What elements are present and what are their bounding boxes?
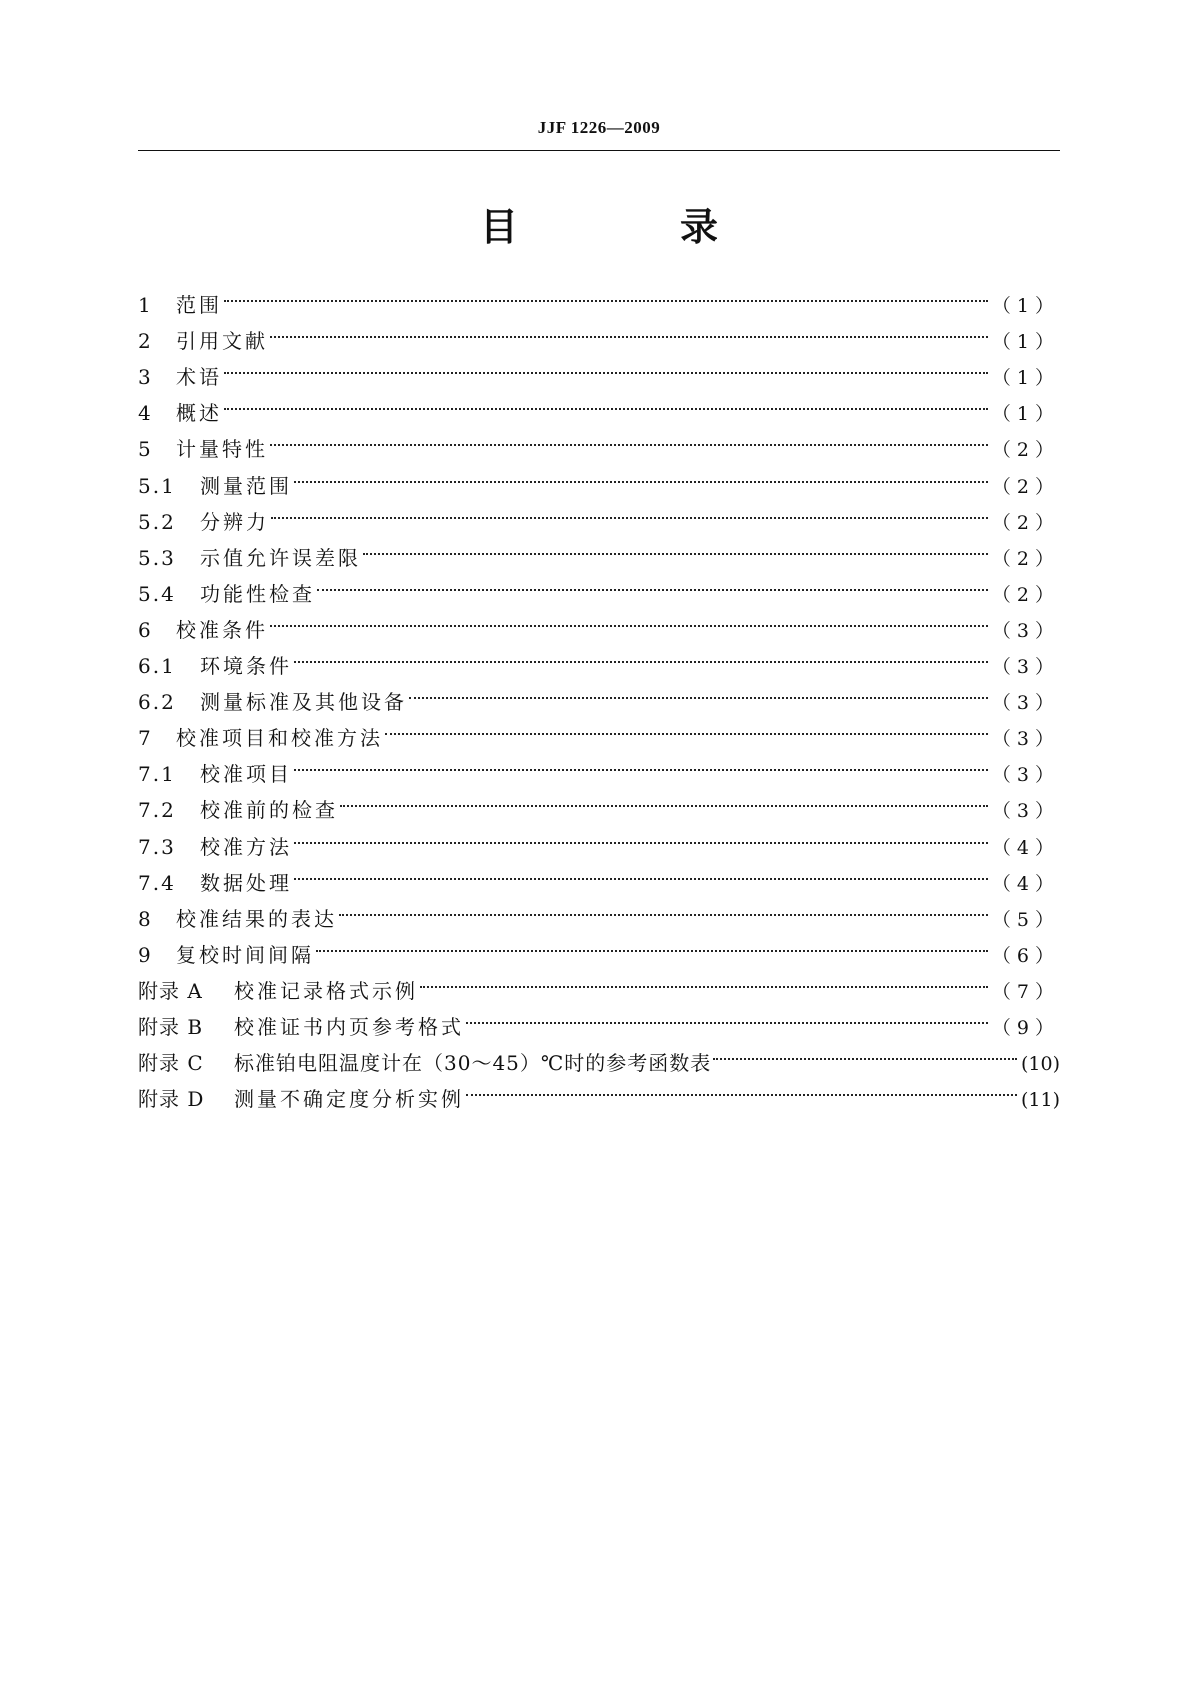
dot-leader	[294, 745, 988, 781]
toc-title: 数据处理	[200, 870, 292, 895]
toc-page-number: （2）	[991, 547, 1060, 570]
toc-entry-6[interactable]	[138, 601, 1060, 642]
toc-title: 计量特性	[176, 437, 268, 462]
dot-leader	[294, 456, 988, 492]
toc-title: 示值允许误差限	[200, 545, 361, 570]
toc-entry-5-1[interactable]	[138, 456, 1060, 498]
toc-title: 校准证书内页参考格式	[234, 1014, 464, 1039]
toc-number: 6.1	[138, 654, 176, 679]
dot-leader	[466, 1070, 1017, 1106]
toc-entry-5[interactable]	[138, 420, 1060, 462]
toc-number: 5.4	[138, 581, 176, 606]
dot-leader	[363, 529, 988, 565]
toc-title: 测量范围	[200, 473, 292, 498]
toc-entry-5-2[interactable]	[138, 493, 1060, 534]
dot-leader	[270, 601, 988, 637]
toc-number: 附录 B	[138, 1014, 204, 1039]
toc-page-number: （5）	[991, 908, 1060, 931]
toc-number: 6.2	[138, 690, 176, 715]
toc-number: 7	[138, 726, 153, 751]
toc-title: 引用文献	[176, 329, 268, 354]
toc-number: 5.3	[138, 545, 176, 570]
toc-entry-6-1[interactable]	[138, 637, 1060, 679]
toc-title: 校准项目和校准方法	[176, 726, 383, 751]
toc-entry-4[interactable]	[138, 384, 1060, 426]
toc-title: 复校时间间隔	[176, 942, 314, 967]
dot-leader	[294, 854, 988, 890]
toc-title: 校准前的检查	[200, 798, 338, 823]
dot-leader	[409, 673, 988, 709]
toc-title: 术语	[176, 365, 222, 390]
toc-page-number: （1）	[991, 367, 1060, 390]
document-code-header: JJF 1226—2009	[537, 118, 661, 137]
dot-leader	[271, 493, 988, 529]
toc-title: 校准项目	[200, 762, 292, 787]
toc-number: 5	[138, 437, 153, 462]
dot-leader	[466, 998, 988, 1034]
dot-leader	[224, 276, 988, 312]
dot-leader	[713, 1034, 1017, 1070]
toc-page-number: （3）	[991, 619, 1060, 642]
toc-page-number: （2）	[991, 439, 1060, 462]
toc-title: 标准铂电阻温度计在（30～45）℃时的参考函数表	[234, 1051, 712, 1076]
toc-title: 功能性检查	[200, 581, 315, 606]
toc-page-number: (11)	[1020, 1089, 1060, 1112]
dot-leader	[224, 384, 988, 420]
toc-page-number: （3）	[991, 692, 1060, 715]
toc-number: 附录 D	[138, 1087, 205, 1112]
toc-page-number: （3）	[991, 764, 1060, 787]
toc-entry-2[interactable]	[138, 312, 1060, 354]
toc-title: 环境条件	[200, 654, 292, 679]
toc-number: 5.2	[138, 509, 176, 534]
dot-leader	[294, 637, 988, 673]
toc-number: 9	[138, 942, 153, 967]
toc-entry-3[interactable]	[138, 348, 1060, 390]
dot-leader	[224, 348, 988, 384]
toc-page-number: （2）	[991, 475, 1060, 498]
toc-entry-1[interactable]	[138, 276, 1060, 318]
toc-number: 3	[138, 365, 153, 390]
toc-number: 5.1	[138, 473, 176, 498]
toc-page-number: （1）	[991, 331, 1060, 354]
toc-title: 概述	[176, 401, 222, 426]
page-title: 目 录	[479, 205, 780, 249]
header-rule	[138, 150, 1060, 151]
toc-title: 校准方法	[200, 834, 292, 859]
toc-page-number: （1）	[991, 403, 1060, 426]
dot-leader	[317, 565, 988, 601]
toc-title: 校准结果的表达	[176, 906, 337, 931]
toc-number: 7.2	[138, 798, 176, 823]
table-of-contents	[138, 276, 1060, 1112]
toc-number: 7.3	[138, 834, 176, 859]
toc-title: 分辨力	[200, 509, 269, 534]
toc-page-number: （3）	[991, 728, 1060, 751]
toc-number: 7.4	[138, 870, 176, 895]
dot-leader	[316, 926, 988, 962]
toc-number: 8	[138, 906, 153, 931]
toc-page-number: （3）	[991, 800, 1060, 823]
dot-leader	[270, 312, 988, 348]
dot-leader	[385, 709, 988, 745]
dot-leader	[270, 420, 988, 456]
toc-page-number: （2）	[991, 583, 1060, 606]
toc-number: 6	[138, 617, 153, 642]
toc-number: 7.1	[138, 762, 176, 787]
toc-page-number: （4）	[991, 872, 1060, 895]
toc-title: 测量不确定度分析实例	[234, 1087, 464, 1112]
toc-number: 1	[138, 293, 153, 318]
toc-number: 附录 A	[138, 978, 203, 1003]
toc-page-number: （7）	[991, 980, 1060, 1003]
toc-page-number: （2）	[991, 511, 1060, 534]
dot-leader	[420, 962, 988, 998]
toc-page-number: （3）	[991, 656, 1060, 679]
toc-page-number: (10)	[1020, 1053, 1060, 1076]
toc-title: 校准记录格式示例	[234, 978, 418, 1003]
toc-number: 附录 C	[138, 1051, 204, 1076]
toc-page-number: （6）	[991, 944, 1060, 967]
toc-number: 2	[138, 329, 153, 354]
toc-title: 测量标准及其他设备	[200, 690, 407, 715]
toc-title: 校准条件	[176, 617, 268, 642]
dot-leader	[340, 781, 988, 817]
toc-page-number: （4）	[991, 836, 1060, 859]
toc-title: 范围	[176, 293, 222, 318]
dot-leader	[339, 890, 988, 926]
toc-number: 4	[138, 401, 153, 426]
toc-page-number: （1）	[991, 295, 1060, 318]
dot-leader	[294, 817, 988, 853]
toc-page-number: （9）	[991, 1016, 1060, 1039]
toc-entry-5-3[interactable]	[138, 529, 1060, 570]
